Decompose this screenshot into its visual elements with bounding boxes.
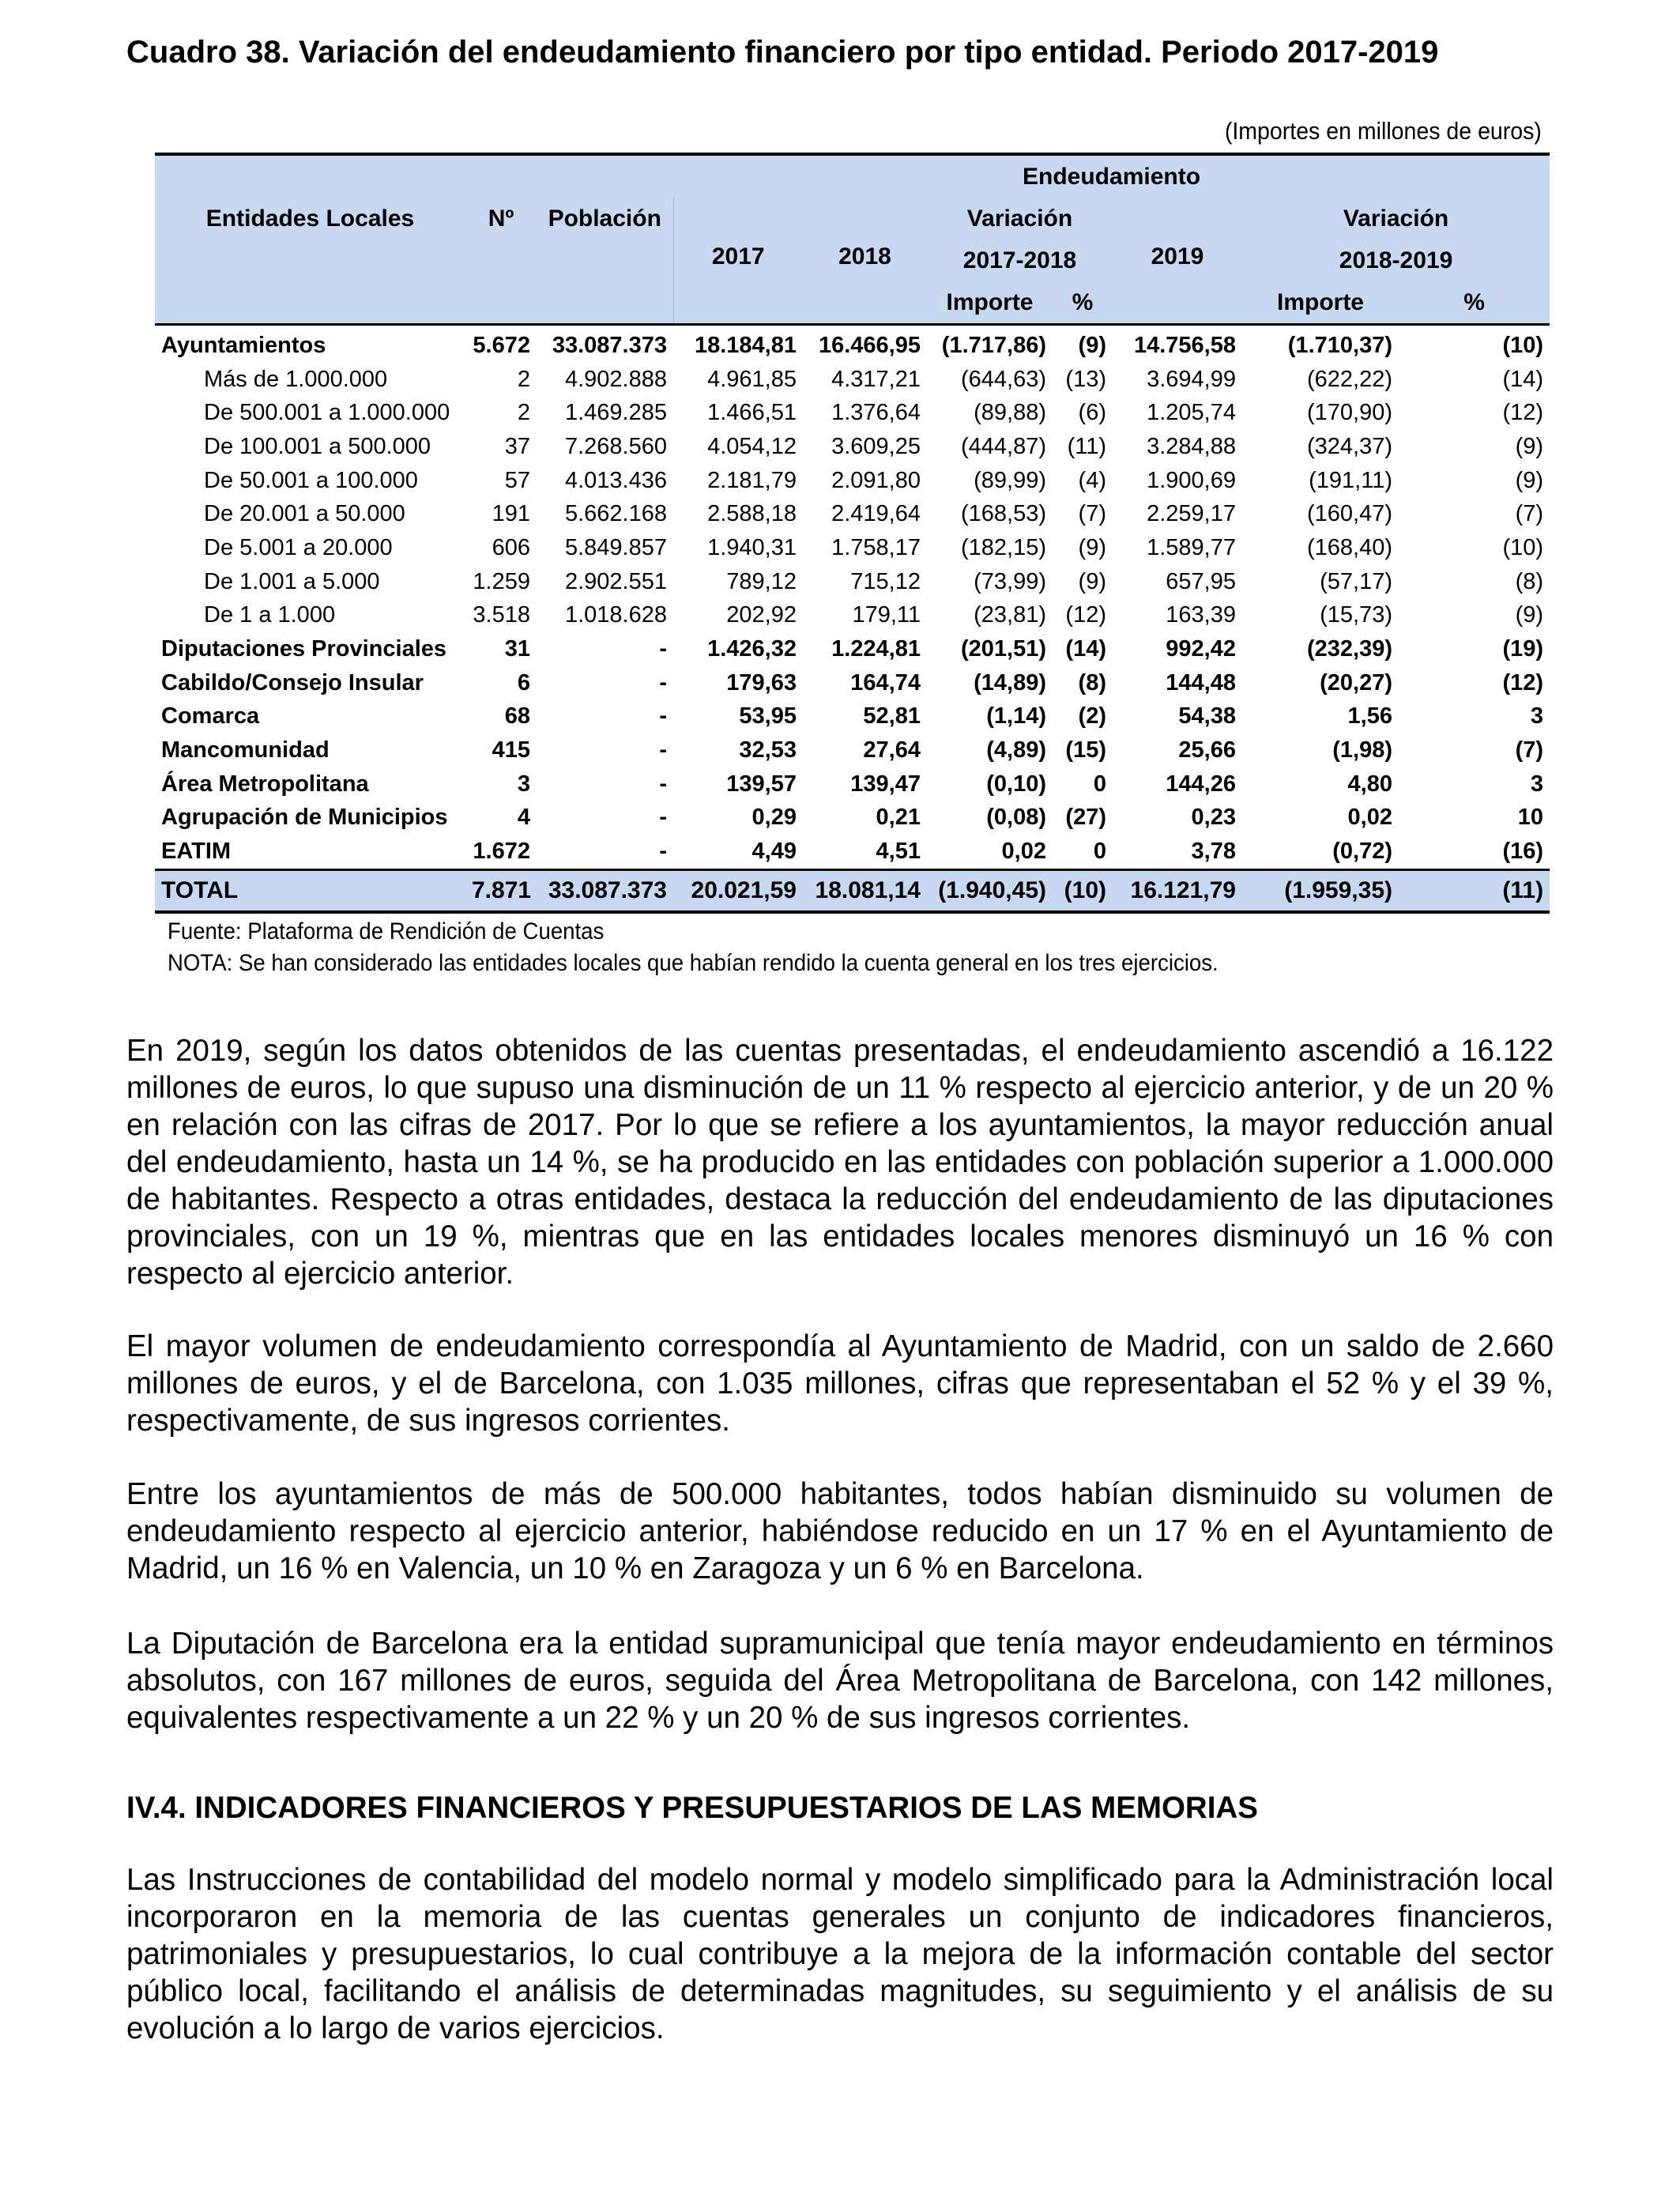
table-row (155, 835, 1550, 869)
table-caption: Cuadro 38. Variación del endeudamiento financiero por tipo entidad. Periodo 2017-2019 (126, 35, 1439, 70)
cell-2017: 2.181,79 (707, 467, 797, 493)
cell-numero: 1.259 (473, 568, 530, 594)
header-blank-5 (803, 281, 927, 325)
cell-importe-1: (644,63) (960, 366, 1046, 392)
cell-poblacion: - (659, 703, 667, 729)
cell-2018: 715,12 (850, 568, 921, 594)
total-numero: 7.871 (465, 870, 537, 913)
table-row (155, 632, 1550, 666)
cell-pct-2: (7) (1515, 737, 1544, 763)
cell-pct-2: (7) (1515, 501, 1544, 527)
section-heading: IV.4. INDICADORES FINANCIEROS Y PRESUPUESTARIOS DE LAS MEMORIAS (126, 1791, 1258, 1825)
cell-2019: 3.694,99 (1147, 366, 1236, 392)
cell-2019: 3.284,88 (1147, 433, 1236, 459)
table-row (155, 497, 1550, 531)
header-period-2017-2018: 2017-2018 (927, 239, 1113, 281)
cell-pct-1: (14) (1065, 636, 1106, 662)
cell-pct-2: 10 (1517, 805, 1544, 831)
cell-poblacion: - (659, 771, 667, 797)
cell-pct-2: (9) (1515, 602, 1544, 628)
cell-poblacion: 1.018.628 (564, 602, 667, 628)
total-pct-2: (11) (1399, 870, 1550, 913)
cell-importe-1: (89,88) (974, 400, 1046, 426)
cell-importe-2: 4,80 (1347, 771, 1392, 797)
section-paragraph: Las Instrucciones de contabilidad del modelo normal y modelo simplificado para la Administración local incorporaron en la memoria de las cuentas generales un conjunto de indicadores financieros, patrimoniales y presupuestarios, lo cual contribuye a la mejora de la información contable del sector público local, facilitando el análisis de determinadas magnitudes, su seguimiento y el análisis de su evolución a lo largo de varios ejercicios. (126, 1863, 1554, 2045)
cell-importe-1: (14,89) (974, 669, 1046, 696)
table-row (155, 733, 1550, 767)
total-2017: 20.021,59 (673, 870, 803, 913)
cell-numero: 5.672 (473, 332, 530, 358)
table-row (155, 396, 1550, 430)
cell-2018: 4.317,21 (831, 366, 921, 392)
table-row (155, 325, 1550, 363)
cell-2018: 27,64 (863, 737, 921, 763)
cell-pct-1: 0 (1093, 839, 1106, 865)
header-poblacion: Población (537, 154, 673, 281)
cell-pct-1: (7) (1078, 501, 1106, 527)
cell-2019: 144,48 (1166, 669, 1236, 696)
cell-2019: 1.205,74 (1147, 400, 1236, 426)
cell-pct-1: 0 (1093, 771, 1106, 797)
row-label: Comarca (161, 703, 260, 729)
table-row (155, 565, 1550, 599)
cell-pct-1: (2) (1078, 703, 1106, 729)
cell-importe-1: (0,10) (986, 771, 1046, 797)
table-row (155, 430, 1550, 464)
cell-importe-1: (0,08) (986, 805, 1046, 831)
cell-importe-2: (170,90) (1306, 400, 1392, 426)
cell-2018: 1.376,64 (831, 400, 921, 426)
cell-poblacion: 5.662.168 (564, 501, 667, 527)
table-row (155, 700, 1550, 734)
cell-2017: 2.588,18 (707, 501, 797, 527)
cell-importe-1: (1.717,86) (941, 332, 1046, 358)
cell-pct-2: (10) (1502, 534, 1544, 560)
header-entidades: Entidades Locales (155, 154, 465, 281)
total-importe-2: (1.959,35) (1242, 870, 1399, 913)
cell-2019: 1.900,69 (1147, 467, 1236, 493)
total-2019: 16.121,79 (1113, 870, 1242, 913)
table-row (155, 599, 1550, 633)
total-2018: 18.081,14 (803, 870, 927, 913)
cell-pct-1: (9) (1078, 534, 1106, 560)
cell-numero: 191 (492, 501, 530, 527)
row-label: De 1 a 1.000 (204, 602, 336, 628)
cell-importe-2: (191,11) (1309, 467, 1392, 493)
cell-2019: 3,78 (1191, 839, 1236, 865)
cell-numero: 2 (517, 366, 530, 392)
cell-poblacion: 4.902.888 (564, 366, 667, 392)
header-blank-6 (1113, 281, 1242, 325)
cell-importe-2: 0,02 (1347, 805, 1392, 831)
cell-2019: 14.756,58 (1133, 332, 1236, 358)
cell-2017: 179,63 (726, 669, 797, 696)
cell-poblacion: 5.849.857 (564, 534, 667, 560)
header-blank-1 (155, 281, 465, 325)
cell-importe-2: (324,37) (1306, 433, 1392, 459)
cell-numero: 4 (517, 805, 530, 831)
row-label: EATIM (161, 839, 232, 865)
header-2019: 2019 (1113, 198, 1242, 281)
paragraph-4: La Diputación de Barcelona era la entidad supramunicipal que tenía mayor endeudamiento en términos absolutos, con 167 millones de euros, seguida del Área Metropolitana de Barcelona, con 142 millones, equivalentes respectivamente a un 22 % y un 20 % de sus ingresos corrientes. (126, 1627, 1554, 1735)
cell-pct-1: (27) (1065, 805, 1106, 831)
cell-numero: 606 (492, 534, 530, 560)
cell-2018: 3.609,25 (831, 433, 921, 459)
total-importe-1: (1.940,45) (927, 870, 1053, 913)
cell-pct-1: (11) (1067, 433, 1106, 459)
cell-2017: 18.184,81 (694, 332, 797, 358)
cell-2018: 16.466,95 (818, 332, 921, 358)
header-blank-4 (673, 281, 803, 325)
row-label: Área Metropolitana (161, 771, 369, 797)
paragraph-2: El mayor volumen de endeudamiento correspondía al Ayuntamiento de Madrid, con un saldo de 2.660 millones de euros, y el de Barcelona, con 1.035 millones, cifras que representaban el 52 % y el 39 %, respectivamente, de sus ingresos corrientes. (126, 1329, 1554, 1438)
cell-2017: 789,12 (726, 568, 797, 594)
cell-2017: 4.054,12 (707, 433, 797, 459)
row-label: De 1.001 a 5.000 (204, 568, 380, 594)
cell-2019: 163,39 (1166, 602, 1236, 628)
cell-2019: 657,95 (1166, 568, 1236, 594)
cell-2019: 1.589,77 (1147, 534, 1236, 560)
cell-importe-1: (201,51) (960, 636, 1046, 662)
cell-2019: 144,26 (1166, 771, 1236, 797)
row-label: Diputaciones Provinciales (161, 636, 447, 662)
cell-pct-1: (9) (1078, 568, 1106, 594)
cell-pct-1: (12) (1065, 602, 1106, 628)
header-2018: 2018 (803, 198, 927, 281)
cell-pct-2: (12) (1502, 669, 1544, 696)
cell-importe-2: (168,40) (1306, 534, 1392, 560)
table-row (155, 363, 1550, 397)
cell-2017: 1.466,51 (707, 400, 797, 426)
cell-numero: 1.672 (473, 839, 530, 865)
cell-importe-2: (1,98) (1332, 737, 1392, 763)
cell-importe-2: (57,17) (1320, 568, 1392, 594)
cell-importe-2: (20,27) (1320, 669, 1392, 696)
total-poblacion: 33.087.373 (537, 870, 673, 913)
cell-2018: 164,74 (850, 669, 921, 696)
row-label: De 500.001 a 1.000.000 (204, 400, 450, 426)
cell-pct-2: 3 (1530, 703, 1544, 729)
header-period-2018-2019: 2018-2019 (1242, 239, 1550, 281)
source-note: Fuente: Plataforma de Rendición de Cuentas (168, 918, 605, 944)
table-note: NOTA: Se han considerado las entidades locales que habían rendido la cuenta general en los tres ejercicios. (168, 950, 1219, 976)
header-2017: 2017 (673, 198, 803, 281)
cell-poblacion: 2.902.551 (564, 568, 667, 594)
cell-2017: 4.961,85 (707, 366, 797, 392)
cell-poblacion: - (659, 669, 667, 696)
cell-2018: 1.758,17 (831, 534, 921, 560)
cell-poblacion: - (659, 839, 667, 865)
cell-poblacion: 4.013.436 (564, 467, 667, 493)
row-label: De 20.001 a 50.000 (204, 501, 405, 527)
cell-2017: 4,49 (751, 839, 797, 865)
units-note: (Importes en millones de euros) (1224, 117, 1542, 145)
cell-poblacion: 1.469.285 (564, 400, 667, 426)
cell-importe-2: (0,72) (1332, 839, 1392, 865)
cell-poblacion: - (659, 636, 667, 662)
cell-2019: 2.259,17 (1147, 501, 1236, 527)
cell-importe-2: (1.710,37) (1287, 332, 1392, 358)
cell-numero: 68 (504, 703, 530, 729)
table-body (155, 325, 1550, 870)
total-row (155, 870, 1550, 913)
cell-importe-2: (160,47) (1306, 501, 1392, 527)
cell-pct-2: (10) (1502, 332, 1544, 358)
header-endeudamiento: Endeudamiento (673, 154, 1550, 198)
table-row (155, 666, 1550, 700)
cell-importe-1: (4,89) (986, 737, 1046, 763)
cell-importe-1: (73,99) (974, 568, 1046, 594)
cell-importe-1: (89,99) (974, 467, 1046, 493)
cell-2018: 139,47 (850, 771, 921, 797)
cell-pct-1: (4) (1078, 467, 1106, 493)
table-row (155, 767, 1550, 801)
cell-2018: 179,11 (852, 602, 921, 628)
header-blank-2 (465, 281, 537, 325)
cell-numero: 57 (504, 467, 530, 493)
header-importe-2: Importe (1242, 281, 1399, 325)
cell-2019: 54,38 (1178, 703, 1236, 729)
cell-2017: 53,95 (739, 703, 797, 729)
cell-numero: 415 (492, 737, 530, 763)
header-numero: Nº (465, 154, 537, 281)
row-label: Ayuntamientos (161, 332, 326, 358)
row-label: Cabildo/Consejo Insular (161, 669, 424, 696)
cell-2017: 139,57 (726, 771, 797, 797)
cell-importe-1: (444,87) (960, 433, 1046, 459)
cell-importe-2: (232,39) (1306, 636, 1392, 662)
cell-2018: 1.224,81 (831, 636, 921, 662)
cell-numero: 3.518 (473, 602, 530, 628)
header-pct-1: % (1053, 281, 1113, 325)
header-importe-1: Importe (927, 281, 1053, 325)
cell-2017: 0,29 (751, 805, 797, 831)
header-blank-3 (537, 281, 673, 325)
cell-pct-1: (13) (1065, 366, 1106, 392)
cell-importe-1: (23,81) (974, 602, 1046, 628)
cell-pct-1: (6) (1078, 400, 1106, 426)
total-pct-1: (10) (1053, 870, 1113, 913)
table-header (155, 154, 1550, 325)
cell-importe-2: (15,73) (1320, 602, 1392, 628)
cell-pct-2: (12) (1502, 400, 1544, 426)
cell-pct-2: (9) (1515, 433, 1544, 459)
cell-poblacion: 7.268.560 (564, 433, 667, 459)
table-row (155, 464, 1550, 498)
cell-pct-2: (8) (1515, 568, 1544, 594)
cell-2019: 0,23 (1191, 805, 1236, 831)
cell-2017: 32,53 (739, 737, 797, 763)
cell-importe-1: (168,53) (960, 501, 1046, 527)
row-label: De 5.001 a 20.000 (204, 534, 393, 560)
cell-2019: 992,42 (1166, 636, 1236, 662)
cell-importe-2: 1,56 (1347, 703, 1392, 729)
cell-pct-2: 3 (1530, 771, 1544, 797)
paragraph-3: Entre los ayuntamientos de más de 500.000 habitantes, todos habían disminuido su volumen de endeudamiento respecto al ejercicio anterior, habiéndose reducido en un 17 % en el Ayuntamiento de Madrid, un 16 % en Valencia, un 10 % en Zaragoza y un 6 % en Barcelona. (126, 1477, 1554, 1585)
row-label: De 50.001 a 100.000 (204, 467, 418, 493)
cell-2018: 2.091,80 (831, 467, 921, 493)
cell-pct-2: (19) (1502, 636, 1544, 662)
cell-pct-2: (16) (1502, 839, 1544, 865)
debt-table (155, 153, 1550, 914)
cell-pct-2: (14) (1502, 366, 1544, 392)
cell-2018: 0,21 (876, 805, 921, 831)
cell-2018: 52,81 (863, 703, 921, 729)
header-variacion-1: Variación (927, 198, 1113, 239)
cell-numero: 31 (504, 636, 530, 662)
header-variacion-2: Variación (1242, 198, 1550, 239)
row-label: Más de 1.000.000 (204, 366, 388, 392)
cell-importe-2: (622,22) (1306, 366, 1392, 392)
cell-poblacion: 33.087.373 (552, 332, 667, 358)
cell-numero: 6 (517, 669, 530, 696)
cell-2019: 25,66 (1178, 737, 1236, 763)
cell-numero: 37 (504, 433, 530, 459)
paragraph-1: En 2019, según los datos obtenidos de las cuentas presentadas, el endeudamiento ascendió a 16.122 millones de euros, lo que supuso una disminución de un 11 % respecto al ejercicio anterior, y de un 20 % en relación con las cifras de 2017. Por lo que se refiere a los ayuntamientos, la mayor reducción anual del endeudamiento, hasta un 14 %, se ha producido en las entidades con población superior a 1.000.000 de habitantes. Respecto a otras entidades, destaca la reducción del endeudamiento de las diputaciones provinciales, con un 19 %, mientras que en las entidades locales menores disminuyó un 16 % con respecto al ejercicio anterior. (126, 1034, 1554, 1291)
total-label: TOTAL (155, 870, 465, 913)
header-pct-2: % (1399, 281, 1550, 325)
cell-2018: 2.419,64 (831, 501, 921, 527)
cell-pct-1: (8) (1078, 669, 1106, 696)
row-label: Mancomunidad (161, 737, 330, 763)
row-label: De 100.001 a 500.000 (204, 433, 431, 459)
cell-2018: 4,51 (876, 839, 921, 865)
cell-importe-1: (1,14) (986, 703, 1046, 729)
cell-poblacion: - (659, 737, 667, 763)
cell-2017: 202,92 (726, 602, 797, 628)
cell-numero: 2 (517, 400, 530, 426)
cell-pct-1: (9) (1078, 332, 1106, 358)
cell-importe-1: (182,15) (960, 534, 1046, 560)
table-footer (155, 870, 1550, 913)
row-label: Agrupación de Municipios (161, 805, 448, 831)
table-row (155, 801, 1550, 835)
cell-pct-1: (15) (1065, 737, 1106, 763)
cell-importe-1: 0,02 (1001, 839, 1046, 865)
cell-pct-2: (9) (1515, 467, 1544, 493)
table-row (155, 531, 1550, 565)
cell-2017: 1.426,32 (707, 636, 797, 662)
cell-poblacion: - (659, 805, 667, 831)
cell-2017: 1.940,31 (707, 534, 797, 560)
cell-numero: 3 (517, 771, 530, 797)
